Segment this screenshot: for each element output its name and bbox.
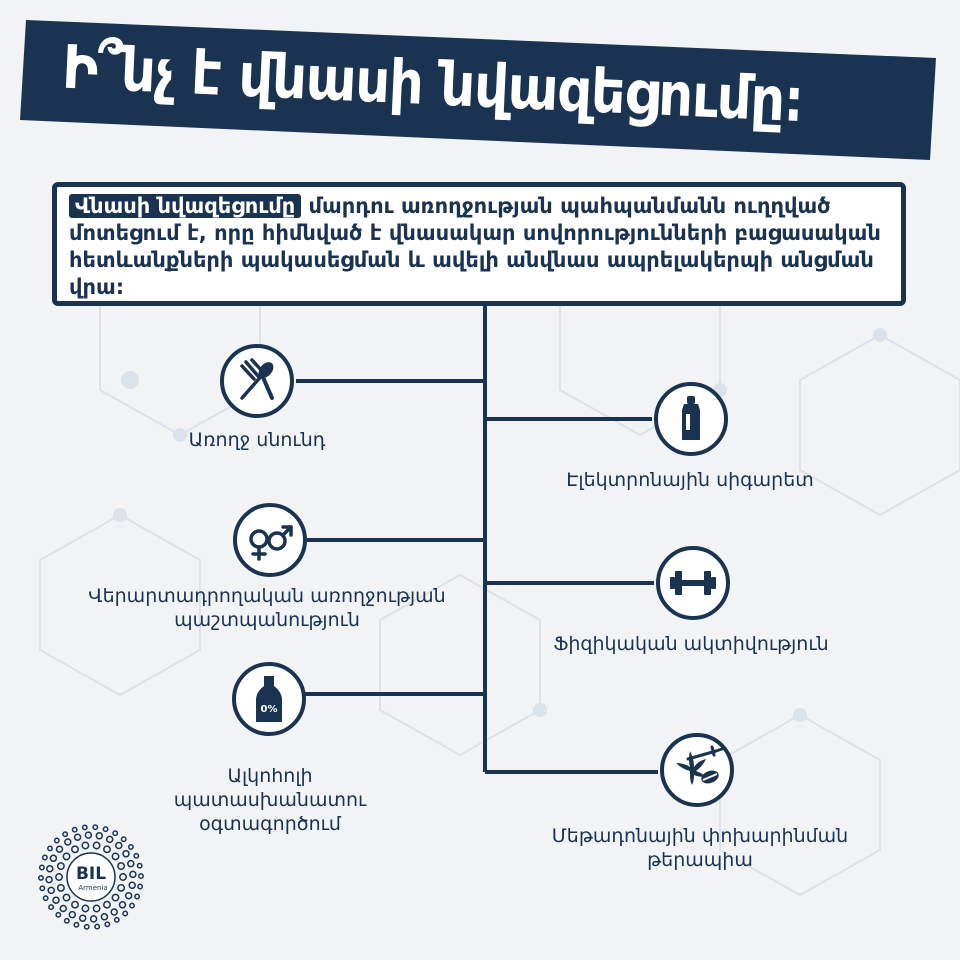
logo-dot <box>123 911 127 915</box>
logo-dot <box>123 851 129 857</box>
logo-dot <box>40 886 44 890</box>
logo-dot <box>39 876 43 880</box>
logo-dot <box>107 836 113 842</box>
logo-dot <box>120 902 126 908</box>
logo-dot <box>96 833 102 839</box>
logo-dot <box>69 912 75 918</box>
logo-dot <box>72 846 78 852</box>
bottle-label-text: 0% <box>260 704 278 715</box>
logo-dot <box>115 918 119 922</box>
logo-dot <box>65 919 69 923</box>
logo-dot <box>95 924 99 928</box>
dotted-ring-logo-icon <box>36 822 146 932</box>
physical-activity-circle <box>656 546 730 620</box>
logo-dot <box>105 922 109 926</box>
logo-dot <box>138 884 142 888</box>
logo-dot <box>58 863 64 869</box>
logo-dot <box>104 902 110 908</box>
logo-dot <box>50 855 56 861</box>
logo-dot <box>56 913 60 917</box>
definition-text: մարդու առողջության պահպանմանն ուղղված մոտեցում է, որը հիմնված է վնասակար սովորությունների բացասական հետևանքների պակասեցման և ավելի անվնաս ապրելակերպի անցման վրա: <box>69 194 881 299</box>
logo-dot <box>85 832 91 838</box>
alcohol-circle <box>232 662 306 736</box>
logo-dot <box>93 842 99 848</box>
logo-dot <box>75 834 81 840</box>
logo-dot <box>47 866 53 872</box>
logo-dot <box>134 854 138 858</box>
logo-dot <box>72 902 78 908</box>
e-cigarette-label: Էլեկտրոնային սիգարետ <box>566 469 814 491</box>
logo-dot <box>40 865 44 869</box>
logo-dot <box>118 863 124 869</box>
logo-dot <box>128 861 134 867</box>
logo-dot <box>63 853 69 859</box>
logo-dot <box>91 916 97 922</box>
logo-dot <box>122 837 126 841</box>
logo-text: BIL <box>75 864 107 884</box>
logo-dot <box>82 905 88 911</box>
logo-dot <box>130 903 134 907</box>
logo-dot <box>83 825 87 829</box>
logo-dot <box>85 925 89 929</box>
definition-term: Վնասի նվազեցումը <box>69 194 301 218</box>
logo-dot <box>135 894 139 898</box>
logo-dot <box>138 864 142 868</box>
methadone-circle <box>660 733 734 807</box>
logo-dot <box>111 909 117 915</box>
logo-dot <box>43 855 47 859</box>
logo-dot <box>53 897 59 903</box>
healthy-food-circle <box>220 344 294 418</box>
logo-dot <box>63 832 67 836</box>
physical-activity-label: Ֆիզիկական ակտիվություն <box>553 633 829 655</box>
logo-dot <box>139 874 143 878</box>
page-title: Ի՞նչ է վնասի նվազեցումը։ <box>60 32 805 137</box>
logo-dot <box>116 843 122 849</box>
methadone-label: Մեթադոնային փոխարինման թերապիա <box>551 825 849 871</box>
logo-dot <box>103 827 107 831</box>
reproductive-health-label: Վերարտադրողական առողջության պաշտպանություն <box>88 585 446 631</box>
logo-dot <box>57 846 63 852</box>
reproductive-health-circle <box>233 503 307 577</box>
logo-dot <box>74 923 78 927</box>
logo-dot <box>120 874 126 880</box>
fork-spoon-icon <box>224 348 290 414</box>
logo-dot <box>130 871 136 877</box>
logo-dot <box>82 842 88 848</box>
logo-dot <box>118 885 124 891</box>
logo-dot <box>73 828 77 832</box>
logo-dot <box>56 874 62 880</box>
logo-dot <box>80 915 86 921</box>
logo-dot <box>48 887 54 893</box>
alcohol-label: Ալկոհոլի պատասխանատու օգտագործում <box>173 765 367 835</box>
dumbbell-icon <box>660 550 726 616</box>
e-cigarette-icon <box>658 386 724 452</box>
logo-dot <box>48 846 52 850</box>
logo-dot <box>55 838 59 842</box>
logo-dot <box>44 896 48 900</box>
logo-dot <box>101 914 107 920</box>
logo-dot <box>113 831 117 835</box>
logo-dot <box>49 905 53 909</box>
logo-dot <box>63 894 69 900</box>
logo-dot <box>104 846 110 852</box>
logo-dot <box>60 906 66 912</box>
logo-dot <box>126 893 132 899</box>
e-cigarette-circle <box>654 382 728 456</box>
logo-subtext: Armenia <box>78 884 108 892</box>
logo-dot <box>93 825 97 829</box>
logo-dot <box>46 877 52 883</box>
syringe-cannabis-pill-icon <box>664 737 730 803</box>
logo-dot <box>129 845 133 849</box>
logo-dot <box>129 882 135 888</box>
logo-dot <box>112 853 118 859</box>
logo-dot <box>58 885 64 891</box>
bottle-zero-percent-icon <box>236 666 302 732</box>
logo-dot <box>112 894 118 900</box>
gender-symbols-icon <box>237 507 303 573</box>
logo-dot <box>65 839 71 845</box>
logo-dot <box>93 905 99 911</box>
healthy-food-label: Առողջ սնունդ <box>188 429 326 451</box>
